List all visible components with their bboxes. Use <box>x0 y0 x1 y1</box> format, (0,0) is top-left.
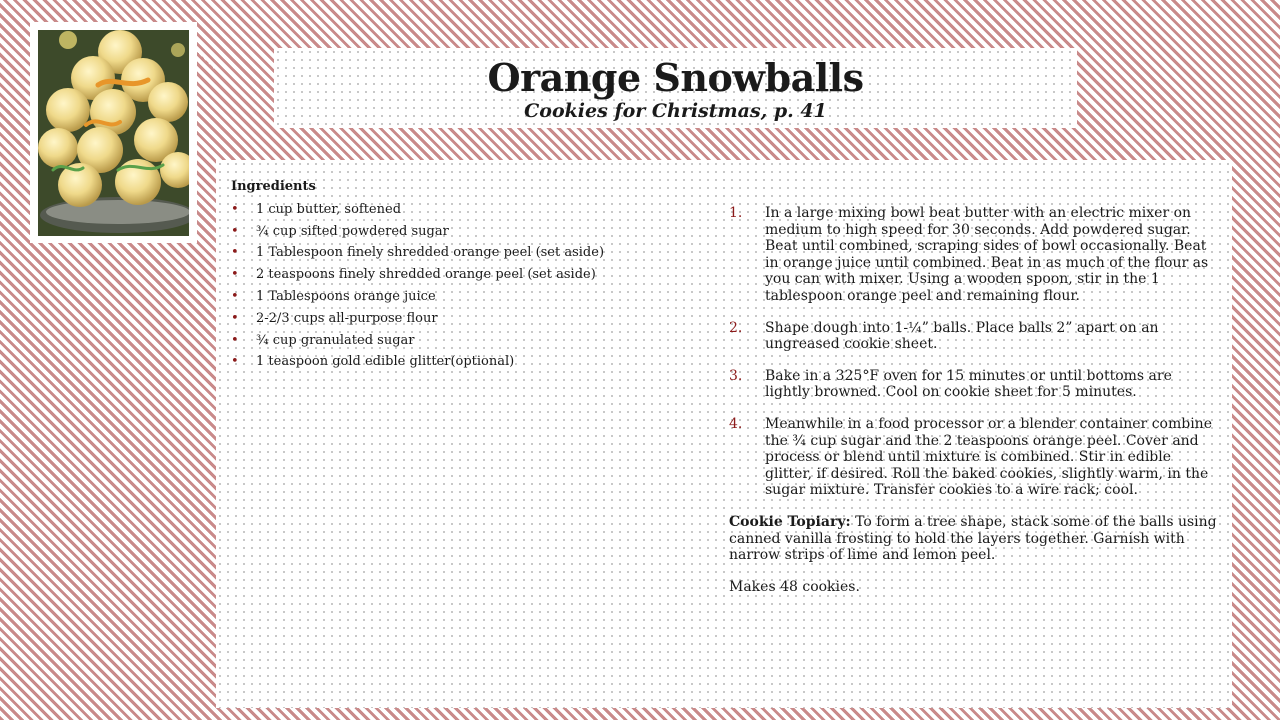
bullet-icon: • <box>231 201 239 217</box>
topiary-note <box>729 514 1219 564</box>
ingredient-item: • 1 cup butter, softened <box>231 199 711 221</box>
bullet-icon: • <box>231 310 239 326</box>
bullet-icon: • <box>231 245 239 261</box>
ingredients-section <box>231 176 711 373</box>
ingredient-item: • 2 teaspoons finely shredded orange peel (set aside) <box>231 264 711 286</box>
ingredient-item: • 1 Tablespoon finely shredded orange peel (set aside) <box>231 242 711 264</box>
bullet-icon: • <box>231 354 239 370</box>
bullet-icon: • <box>231 288 239 304</box>
step-number: 3. <box>729 367 743 384</box>
ingredient-item: • 2-2/3 cups all-purpose flour <box>231 308 711 330</box>
direction-step <box>729 205 1219 305</box>
recipe-card <box>216 160 1232 708</box>
page-title: Orange Snowballs <box>487 55 864 100</box>
ingredient-item: • ¾ cup granulated sugar <box>231 330 711 352</box>
directions-steps <box>729 205 1219 499</box>
ingredient-item: • 1 Tablespoons orange juice <box>231 286 711 308</box>
ingredients-list <box>231 199 711 373</box>
topiary-text: To form a tree shape, stack some of the balls using canned vanilla frosting to hold the layers together. Garnish with narrow strips of lime and lemon peel. <box>729 513 1217 564</box>
direction-step <box>729 416 1219 499</box>
title-box <box>274 48 1077 128</box>
step-text: In a large mixing bowl beat butter with an electric mixer on medium to high speed for 30 seconds. Add powdered sugar. Beat until combined, scraping sides of bowl occasionally. Beat in orange juice until combined. Beat in as much of the flour as you can with mixer. Using a wooden spoon, stir in the 1 tablespoon orange peel and remaining flour. <box>765 205 1209 304</box>
step-number: 2. <box>729 319 743 336</box>
bullet-icon: • <box>231 332 239 348</box>
page-subtitle: Cookies for Christmas, p. 41 <box>524 100 827 122</box>
ingredient-item: • ¾ cup sifted powdered sugar <box>231 221 711 243</box>
topiary-label: Cookie Topiary: <box>729 513 851 530</box>
direction-step <box>729 368 1219 401</box>
ingredient-item: • 1 teaspoon gold edible glitter(optional) <box>231 351 711 373</box>
step-text: Meanwhile in a food processor or a blender container combine the ¾ cup sugar and the 2 teaspoons orange peel. Cover and process or blend until mixture is combined. Stir in edible glitter, if desired. Roll the baked cookies, slightly warm, in the sugar mixture. Transfer cookies to a wire rack; cool. <box>765 415 1212 499</box>
directions-section <box>729 205 1219 610</box>
step-number: 1. <box>729 205 743 221</box>
step-text: Shape dough into 1-¼” balls. Place balls 2” apart on an ungreased cookie sheet. <box>765 319 1159 353</box>
step-text: Bake in a 325°F oven for 15 minutes or until bottoms are lightly browned. Cool on cookie sheet for 5 minutes. <box>765 367 1172 401</box>
bullet-icon: • <box>231 223 239 239</box>
orange-snowballs-image <box>38 30 189 236</box>
ingredients-heading: Ingredients <box>231 179 316 194</box>
recipe-photo <box>38 30 189 236</box>
recipe-yield: Makes 48 cookies. <box>729 578 860 595</box>
direction-step <box>729 320 1219 353</box>
step-number: 4. <box>729 415 743 432</box>
recipe-photo-frame <box>30 22 197 243</box>
bullet-icon: • <box>231 267 239 283</box>
